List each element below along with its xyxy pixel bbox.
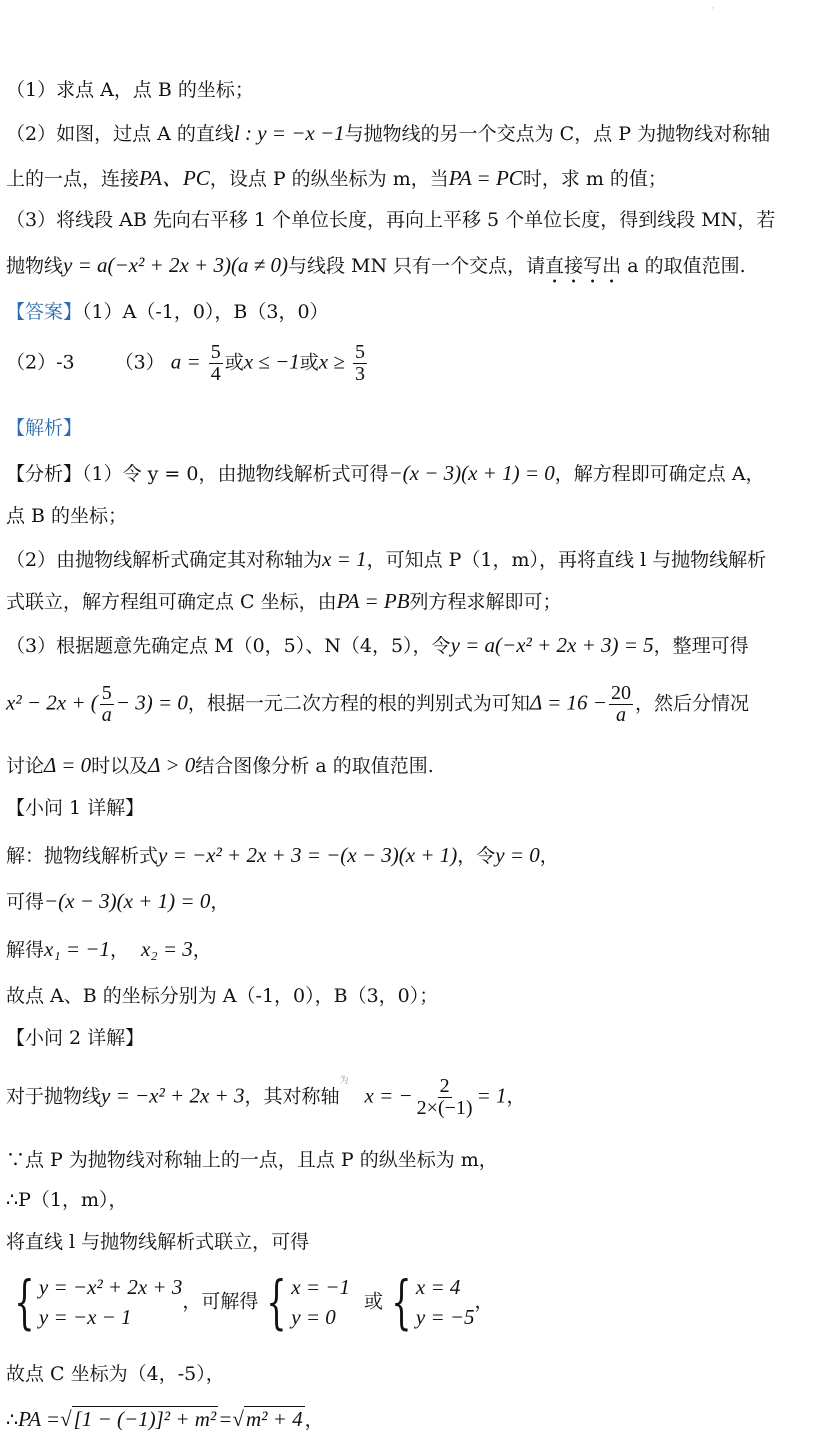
question-3-line-2: 抛物线y = a(−x² + 2x + 3)(a ≠ 0)与线段 MN 只有一个交点，请直接写出 a 的取值范围. xyxy=(6,253,746,277)
step-2-line-6: 故点 C 坐标为（4，-5）， xyxy=(6,1363,225,1385)
emphasis-text: 直接写出 xyxy=(545,255,622,277)
analysis-tag: 【解析】 xyxy=(6,417,83,439)
analysis-3-line-1: （3）根据题意先确定点 M（0，5）、N（4，5），令y = a(−x² + 2x + 3) = 5，整理可得 xyxy=(6,633,749,657)
radical-2: m² + 4 xyxy=(245,1407,303,1431)
step-2-line-7: ∴PA =√[1 − (−1)]² + m²=√m² + 4 ， xyxy=(6,1407,324,1431)
step-1-line-2: 可得−(x − 3)(x + 1) = 0， xyxy=(6,889,230,913)
step-2-line-2: ∵点 P 为抛物线对称轴上的一点，且点 P 的纵坐标为 m， xyxy=(6,1149,498,1171)
analysis-3-line-2: x² − 2x + ( $\frac{5}{a}$ − 3) = 0，根据一元二次方程的根的判别式为可知Δ = 16 − $\frac{20}{a}$ ，然后分情况 xyxy=(6,682,749,726)
fraction: $\frac{5}{a}$ xyxy=(101,682,112,726)
step-1-line-4: 故点 A、B 的坐标分别为 A（-1，0），B（3，0）； xyxy=(6,985,439,1007)
analysis-2-line-2: 式联立，解方程组可确定点 C 坐标，由PA = PB列方程求解即可； xyxy=(6,589,562,613)
radical-1: [1 − (−1)]² + m² xyxy=(73,1407,217,1431)
step-2-systems: { y = −x² + 2x + 3 y = −x − 1 ，可解得 { x = −1 y = 0 或 { x = 4 y = −5 ， xyxy=(6,1272,832,1333)
step-1-heading: 【小问 1 详解】 xyxy=(6,797,145,819)
question-1: （1）求点 A，点 B 的坐标； xyxy=(6,79,254,101)
equation-system-2: { x = −1 y = 0 xyxy=(266,1268,350,1337)
equation-system-1: { y = −x² + 2x + 3 y = −x − 1 xyxy=(14,1268,183,1337)
analysis-3-line-3: 讨论Δ = 0时以及Δ > 0结合图像分析 a 的取值范围. xyxy=(6,753,434,777)
question-2-line-2: 上的一点，连接PA、PC，设点 P 的纵坐标为 m，当PA = PC时，求 m 的值； xyxy=(6,166,667,190)
answer-tag: 【答案】 xyxy=(6,301,83,323)
analysis-1-line-2: 点 B 的坐标； xyxy=(6,505,128,527)
step-2-line-4: 将直线 l 与抛物线解析式联立，可得 xyxy=(6,1231,310,1253)
analysis-head: 【分析】 xyxy=(6,463,83,485)
fraction: $\frac{20}{a}$ xyxy=(610,682,631,726)
step-2-line-3: ∴P（1，m）， xyxy=(6,1189,128,1211)
analysis-2-line-1: （2）由抛物线解析式确定其对称轴为x = 1，可知点 P（1，m），再将直线 l 与抛物线解析 xyxy=(6,547,767,571)
question-2-line-1: （2）如图，过点 A 的直线l : y = −x −1与抛物线的另一个交点为 C，点 P 为抛物线对称轴 xyxy=(6,121,771,145)
question-3-line-1: （3）将线段 AB 先向右平移 1 个单位长度，再向上平移 5 个单位长度，得到线段 MN，若 xyxy=(6,209,776,231)
step-2-heading: 【小问 2 详解】 xyxy=(6,1027,145,1049)
answer-line-1: 【答案】（1）A（-1，0），B（3，0） xyxy=(6,301,329,323)
step-1-line-1: 解：抛物线解析式y = −x² + 2x + 3 = −(x − 3)(x + 1)，令y = 0， xyxy=(6,843,559,867)
fraction: $\frac{5}{4}$ xyxy=(210,341,221,385)
line-equation: l : y = −x −1 xyxy=(233,121,345,145)
step-1-line-3: 解得x₁ = −1， x₂ = 3， xyxy=(6,937,212,961)
analysis-1-line-1: 【分析】（1）令 y = 0，由抛物线解析式可得−(x − 3)(x + 1) = 0，解方程即可确定点 A， xyxy=(6,461,765,485)
step-2-line-1: 对于抛物线y = −x² + 2x + 3，其对称轴$^为$x = − $\frac{2}{2\times(-1)}$ = 1， xyxy=(6,1075,526,1119)
answer-line-2: （2）-3 （3） a = $\frac{5}{4}$ 或x ≤ −1或x ≥ $\frac{5}{3}$ xyxy=(6,341,365,385)
fraction: $\frac{5}{3}$ xyxy=(354,341,365,385)
equation-system-3: { x = 4 y = −5 xyxy=(391,1268,475,1337)
fraction: $\frac{2}{2\times(-1)}$ xyxy=(416,1075,473,1119)
corner-mark: · xyxy=(711,4,714,14)
